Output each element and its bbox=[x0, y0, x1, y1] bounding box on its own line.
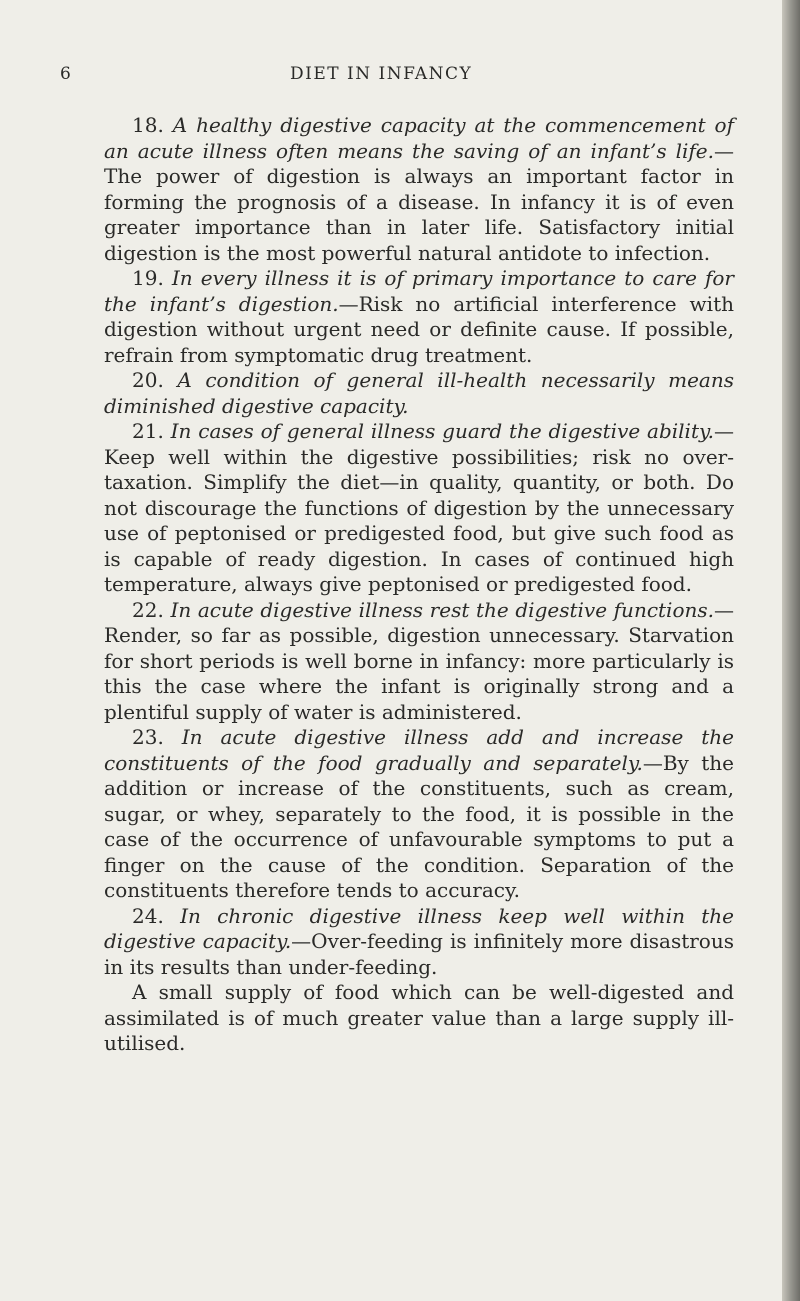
paragraph-number: 22. bbox=[132, 597, 164, 622]
paragraph-number: 20. bbox=[132, 368, 164, 392]
paragraph-24 bbox=[104, 904, 734, 981]
running-head bbox=[0, 64, 782, 94]
body-text bbox=[104, 113, 734, 1057]
paragraph-heading: In chronic digestive illness keep well within the digestive capacity. bbox=[104, 903, 734, 953]
paragraph-heading: In acute digestive illness add and increase the constituents of the food gradually and separately. bbox=[104, 725, 734, 775]
paragraph-heading: A condition of general ill-health necessarily means diminished digestive capacity. bbox=[104, 368, 735, 418]
paragraph-text: —The power of digestion is always an important factor in forming the prognosis of a disease. In infancy it is of even greater importance than in later life. Satisfactory initial digestion is the most powerful natural antidote to infection. bbox=[104, 138, 734, 265]
paragraph-19 bbox=[104, 266, 734, 368]
paragraph-number: 23. bbox=[132, 725, 164, 749]
paragraph-number: 21. bbox=[132, 419, 164, 443]
paragraph-number: 19. bbox=[132, 266, 164, 290]
paragraph-heading: In cases of general illness guard the digestive ability. bbox=[170, 419, 714, 443]
paragraph-text: —Render, so far as possible, digestion unnecessary. Starvation for short periods is well borne in infancy: more particularly is this the case where the infant is originally strong and a plentiful supply of water is administered. bbox=[104, 597, 734, 724]
paragraph-text: —Risk no artificial interference with digestion without urgent need or definite cause. If possible, refrain from symptomatic drug treatment. bbox=[104, 291, 734, 367]
paragraph-number: 18. bbox=[132, 113, 164, 137]
page-edge-shadow bbox=[782, 0, 800, 1301]
paragraph-22 bbox=[104, 598, 734, 726]
paragraph-20 bbox=[104, 368, 734, 419]
paragraph-text: —By the addition or increase of the constituents, such as cream, sugar, or whey, separately to the food, it is possible in the case of the occurrence of unfavourable symptoms to put a finger on the cause of the condition. Separation of the constituents therefore tends to accuracy. bbox=[104, 750, 734, 902]
paragraph-heading: In every illness it is of primary importance to care for the infant’s digestion. bbox=[104, 266, 734, 316]
paragraph-text: —Over-feeding is infinitely more disastrous in its results than under-feeding. bbox=[104, 929, 734, 979]
paragraph-23 bbox=[104, 725, 734, 904]
paragraph-text: —Keep well within the digestive possibilities; risk no over-taxation. Simplify the diet—in quality, quantity, or both. Do not discourage the functions of digestion by the unnecessary use of peptonised or predigested food, but give such food as is capable of ready digestion. In cases of continued high temperature, always give peptonised or predigested food. bbox=[104, 419, 734, 596]
paragraph-heading: A healthy digestive capacity at the commencement of an acute illness often means the saving of an infant’s life. bbox=[104, 113, 734, 163]
paragraph-heading: In acute digestive illness rest the digestive functions. bbox=[170, 597, 714, 622]
paragraph-closing bbox=[104, 980, 734, 1057]
paragraph-number: 24. bbox=[132, 903, 164, 928]
paragraph-21 bbox=[104, 419, 734, 598]
running-title: DIET IN INFANCY bbox=[290, 64, 473, 84]
page-number: 6 bbox=[60, 64, 73, 84]
paragraph-text: A small supply of food which can be well-digested and assimilated is of much greater value than a large supply ill-utilised. bbox=[104, 980, 734, 1055]
paragraph-18 bbox=[104, 113, 734, 266]
